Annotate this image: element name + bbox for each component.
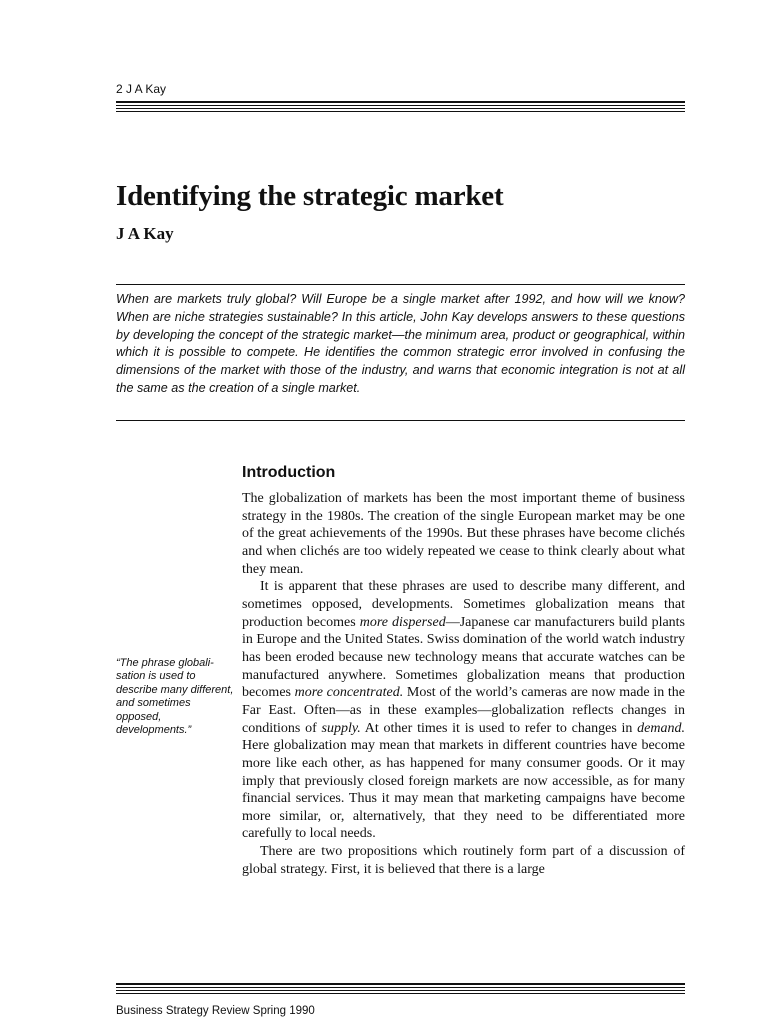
running-head: 2 J A Kay: [116, 82, 167, 96]
p2-text-e: Here globalization may mean that markets in different countries have become more like each other, as has happened for many consumer goods. Or it may imply that previously closed foreign markets are now accessible, as for many financial services. Thus it may mean that marketing campaigns have become more similar, or, alternatively, that they need to be differentiated more carefully to local needs.: [242, 738, 685, 842]
p2-emphasis-concentrated: more concentrated.: [294, 685, 404, 701]
abstract-bottom-rule: [116, 420, 685, 421]
pull-quote: “The phrase globali-sation is used to describe many different, and sometimes opposed, developments.”: [116, 657, 234, 737]
body-text: [242, 490, 685, 878]
p2-text-d: At other times it is used to refer to changes in: [360, 720, 638, 736]
paragraph-1: The globalization of markets has been the most important theme of business strategy in the 1980s. The creation of the single European market may be one of the great achievements of the 1990s. But these phrases have become clichés and when clichés are too widely repeated we cease to think clearly about what they mean.: [242, 491, 685, 577]
section-heading: Introduction: [242, 464, 336, 481]
article-author: J A Kay: [116, 224, 174, 243]
p2-text-b: —Japanese car manufacturers build plants in Europe and the United States. Swiss domination of the world watch industry has been eroded because new technology means that accurate watches can be manufactured anywhere. Sometimes globalization means that production becomes: [242, 614, 686, 701]
footer-rule: [116, 983, 685, 996]
abstract-top-rule: [116, 284, 685, 285]
article-abstract: When are markets truly global? Will Europe be a single market after 1992, and how will we know? When are niche strategies sustainable? In this article, John Kay develops answers to these questions by developing the concept of the strategic market—the minimum area, product or geographical, within which it is possible to compete. He identifies the common strategic error involved in confusing the dimensions of the market with those of the industry, and warns that economic integration is not at all the same as the creation of a single market.: [116, 292, 685, 395]
footer-journal: Business Strategy Review Spring 1990: [116, 1005, 315, 1017]
paragraph-2: [242, 578, 685, 843]
paragraph-3: There are two propositions which routinely form part of a discussion of global strategy. First, it is believed that there is a large: [242, 844, 685, 877]
p2-text-a: It is apparent that these phrases are used to describe many different, and sometimes opposed, developments. Sometimes globalization means that production becomes: [242, 579, 685, 630]
p2-emphasis-dispersed: more dispersed: [359, 614, 446, 630]
p2-text-c: Most of the world’s cameras are now made in the Far East. Often—as in these examples—globalization reflects changes in conditions of: [242, 685, 685, 736]
article-title: Identifying the strategic market: [116, 180, 504, 212]
header-rule: [116, 101, 685, 114]
p2-emphasis-supply: supply.: [321, 720, 361, 736]
p2-emphasis-demand: demand.: [637, 720, 685, 736]
